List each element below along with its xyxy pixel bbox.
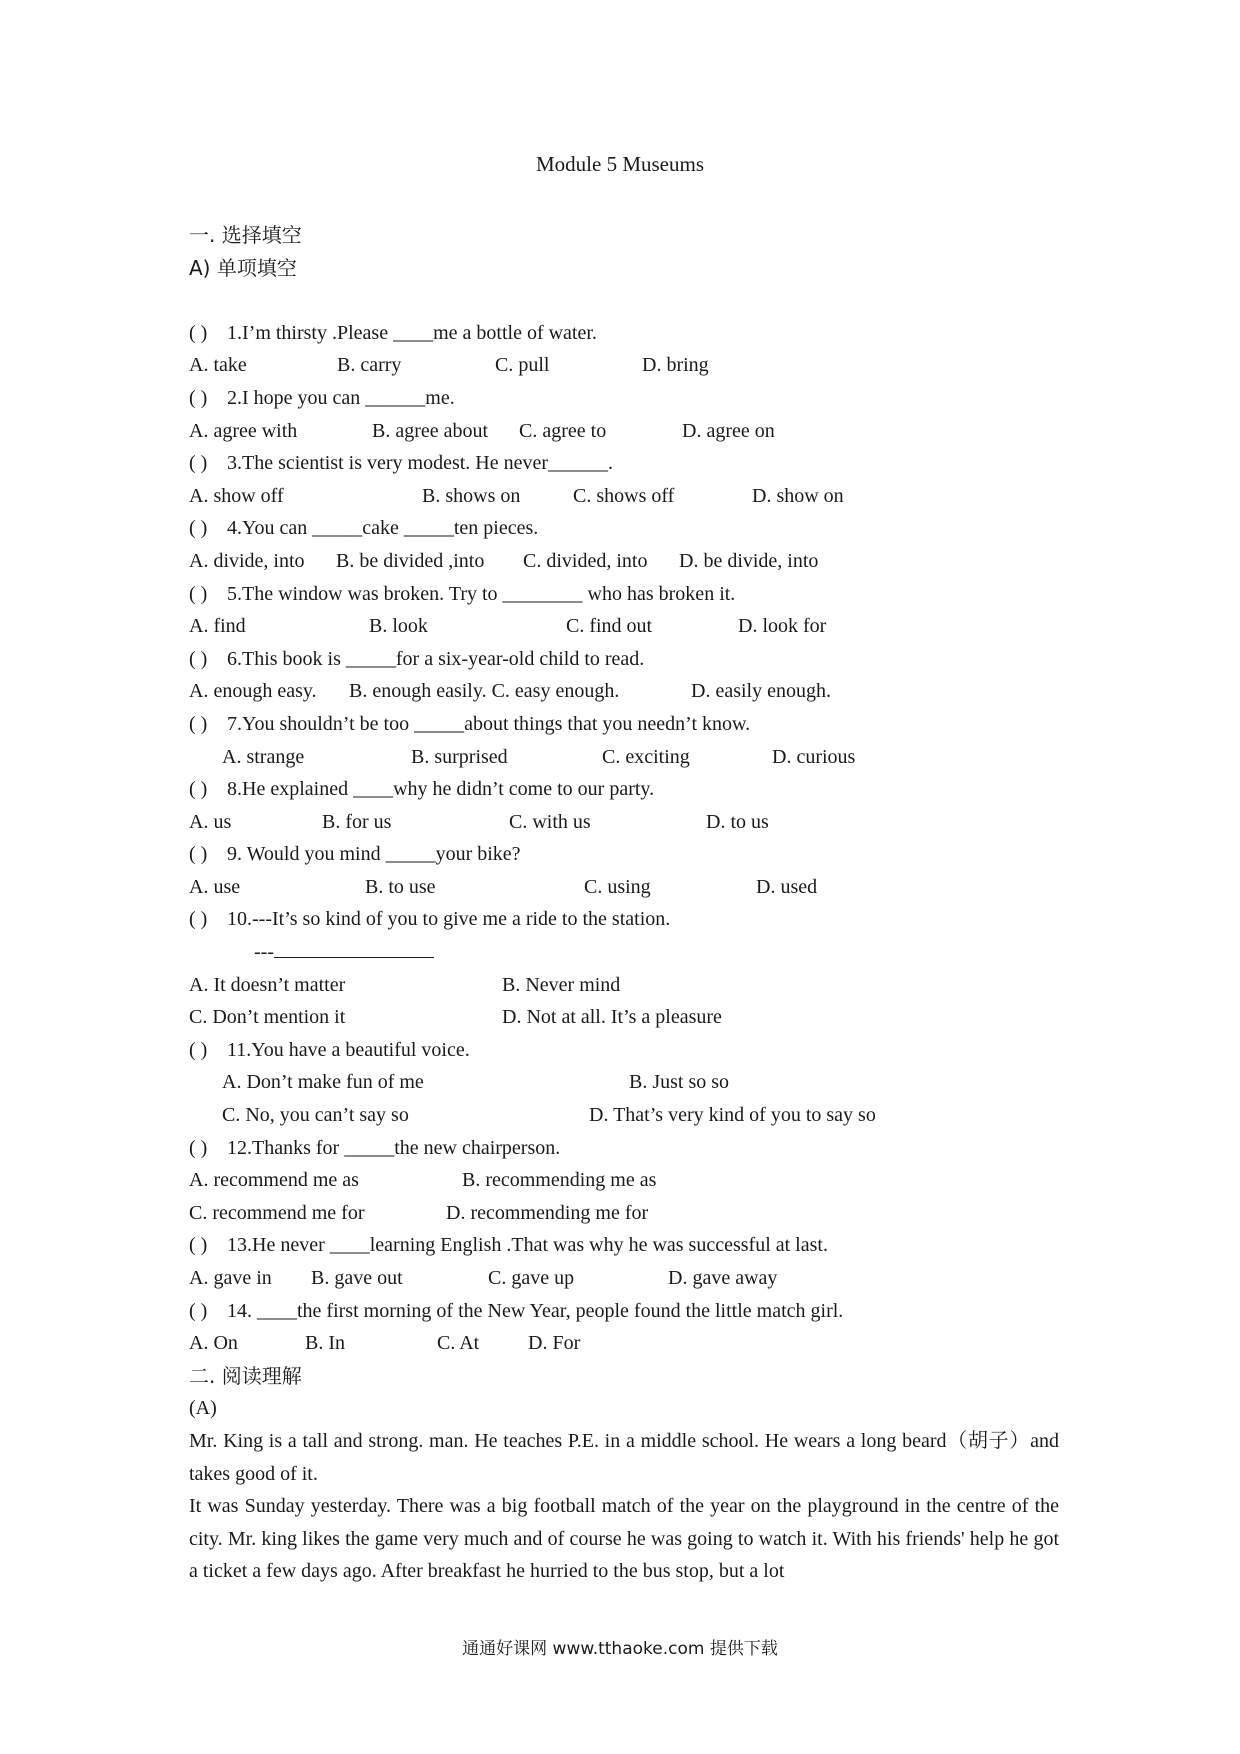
question-options — [189, 349, 1059, 382]
question-options — [189, 415, 1059, 448]
option: A. take — [189, 354, 247, 377]
question-stem: ( ) 9. Would you mind _____your bike? — [189, 843, 521, 866]
option: D. be divide, into — [679, 549, 819, 572]
option: C. gave up — [488, 1267, 575, 1289]
question-stem: ( ) 7.You shouldn’t be too _____about things that you needn’t know. — [189, 712, 751, 735]
passage-paragraph: It was Sunday yesterday. There was a big football match of the year on the playground in the centre of the city. Mr. king likes the game very much and of course he was going to watch it. With his friends' help he got a ticket a few days ago. After breakfast he hurried to the bus stop, but a lot — [189, 1495, 1059, 1583]
option: A. gave in — [189, 1267, 272, 1289]
question-stem: ( ) 14. ____the first morning of the New Year, people found the little match girl. — [189, 1299, 844, 1322]
option: B. Never mind — [502, 973, 621, 996]
option: D. bring — [642, 354, 709, 377]
option: A. recommend me as — [189, 1169, 359, 1192]
option: B. gave out — [311, 1267, 403, 1289]
question-stem: ( ) 11.You have a beautiful voice. — [189, 1038, 470, 1061]
question-options — [189, 969, 1059, 1002]
question-options — [189, 545, 1059, 578]
option: D. look for — [738, 615, 827, 638]
option: A. use — [189, 875, 241, 898]
option: B. carry — [337, 354, 402, 377]
option: C. exciting — [602, 745, 690, 768]
option: A. On — [189, 1332, 238, 1355]
option: D. agree on — [682, 419, 775, 442]
option: B. In — [305, 1332, 345, 1355]
option: C. with us — [509, 810, 591, 833]
subsection-heading: A) 单项填空 — [189, 255, 297, 280]
question-options — [189, 480, 1059, 513]
option: A. Don’t make fun of me — [222, 1071, 424, 1094]
option: C. using — [584, 875, 651, 898]
question-options — [189, 1327, 1059, 1360]
question-stem: ( ) 12.Thanks for _____the new chairperson. — [189, 1136, 561, 1159]
option: C. Don’t mention it — [189, 1006, 346, 1029]
option: B. for us — [322, 810, 392, 833]
worksheet-body — [189, 219, 1059, 1588]
option: B. to use — [365, 875, 436, 898]
question-stem: ( ) 5.The window was broken. Try to ________ who has broken it. — [189, 582, 736, 605]
option: C. recommend me for — [189, 1201, 365, 1224]
question-stem: ( ) 6.This book is _____for a six-year-old child to read. — [189, 647, 645, 670]
question-options — [189, 675, 1059, 708]
option: D. show on — [752, 484, 844, 507]
question-stem: ( ) 2.I hope you can ______me. — [189, 386, 455, 409]
spacer — [189, 284, 1059, 317]
option: A. agree with — [189, 419, 298, 442]
page-footer: 通通好课网 www.tthaoke.com 提供下载 — [462, 1639, 778, 1659]
option: A. find — [189, 615, 246, 638]
option: C. divided, into — [523, 549, 648, 572]
option: D. gave away — [668, 1267, 778, 1289]
question-options — [189, 1164, 1059, 1197]
page-title: Module 5 Museums — [536, 152, 704, 176]
section-heading: 一. 选择填空 — [189, 223, 302, 247]
option: D. For — [528, 1332, 581, 1355]
option: A. us — [189, 810, 232, 833]
question-options — [189, 741, 1059, 774]
option: B. Just so so — [629, 1071, 730, 1094]
option: C. No, you can’t say so — [222, 1104, 409, 1127]
question-stem: ( ) 4.You can _____cake _____ten pieces. — [189, 517, 539, 540]
option: B. shows on — [422, 484, 521, 507]
question-stem: ( ) 8.He explained ____why he didn’t come to our party. — [189, 778, 655, 801]
question-options — [189, 806, 1059, 839]
question-options — [189, 871, 1059, 904]
option: D. That’s very kind of you to say so — [589, 1104, 876, 1127]
option: D. easily enough. — [691, 680, 831, 703]
question-stem: ( ) 13.He never ____learning English .That was why he was successful at last. — [189, 1234, 828, 1257]
option: C. find out — [566, 615, 653, 638]
question-options — [189, 1262, 1059, 1295]
option: B. be divided ,into — [336, 549, 485, 572]
option: B. recommending me as — [462, 1169, 657, 1192]
option: A. divide, into — [189, 549, 305, 572]
option: A. strange — [222, 745, 305, 768]
passage-paragraph: Mr. King is a tall and strong. man. He teaches P.E. in a middle school. He wears a long beard（胡子）and takes good of it. — [189, 1429, 1059, 1485]
option: D. recommending me for — [446, 1201, 649, 1224]
option: B. agree about — [372, 419, 489, 442]
option: D. to us — [706, 810, 769, 833]
option: D. Not at all. It’s a pleasure — [502, 1006, 722, 1029]
question-options — [189, 1066, 1059, 1099]
passage-label: (A) — [189, 1397, 217, 1420]
question-options — [189, 1197, 1059, 1230]
question-options — [189, 1099, 1059, 1132]
option: B. look — [369, 615, 428, 638]
question-options — [189, 610, 1059, 643]
option: B. surprised — [411, 745, 508, 768]
question-stem: ( ) 1.I’m thirsty .Please ____me a bottle of water. — [189, 321, 597, 344]
answer-blank: --- — [189, 936, 1059, 969]
section-heading: 二. 阅读理解 — [189, 1363, 302, 1388]
option: A. show off — [189, 484, 284, 507]
question-stem: ( ) 3.The scientist is very modest. He never______. — [189, 452, 614, 475]
option: C. pull — [495, 354, 550, 377]
option: A. enough easy. — [189, 680, 317, 703]
question-stem: ( ) 10.---It’s so kind of you to give me a ride to the station. — [189, 908, 671, 931]
question-options — [189, 1001, 1059, 1034]
option: B. enough easily. C. easy enough. — [349, 680, 620, 703]
option: A. It doesn’t matter — [189, 973, 346, 996]
option: C. At — [437, 1332, 480, 1355]
option: D. used — [756, 875, 818, 898]
option: C. shows off — [573, 484, 675, 507]
option: C. agree to — [519, 419, 607, 442]
option: D. curious — [772, 745, 856, 768]
